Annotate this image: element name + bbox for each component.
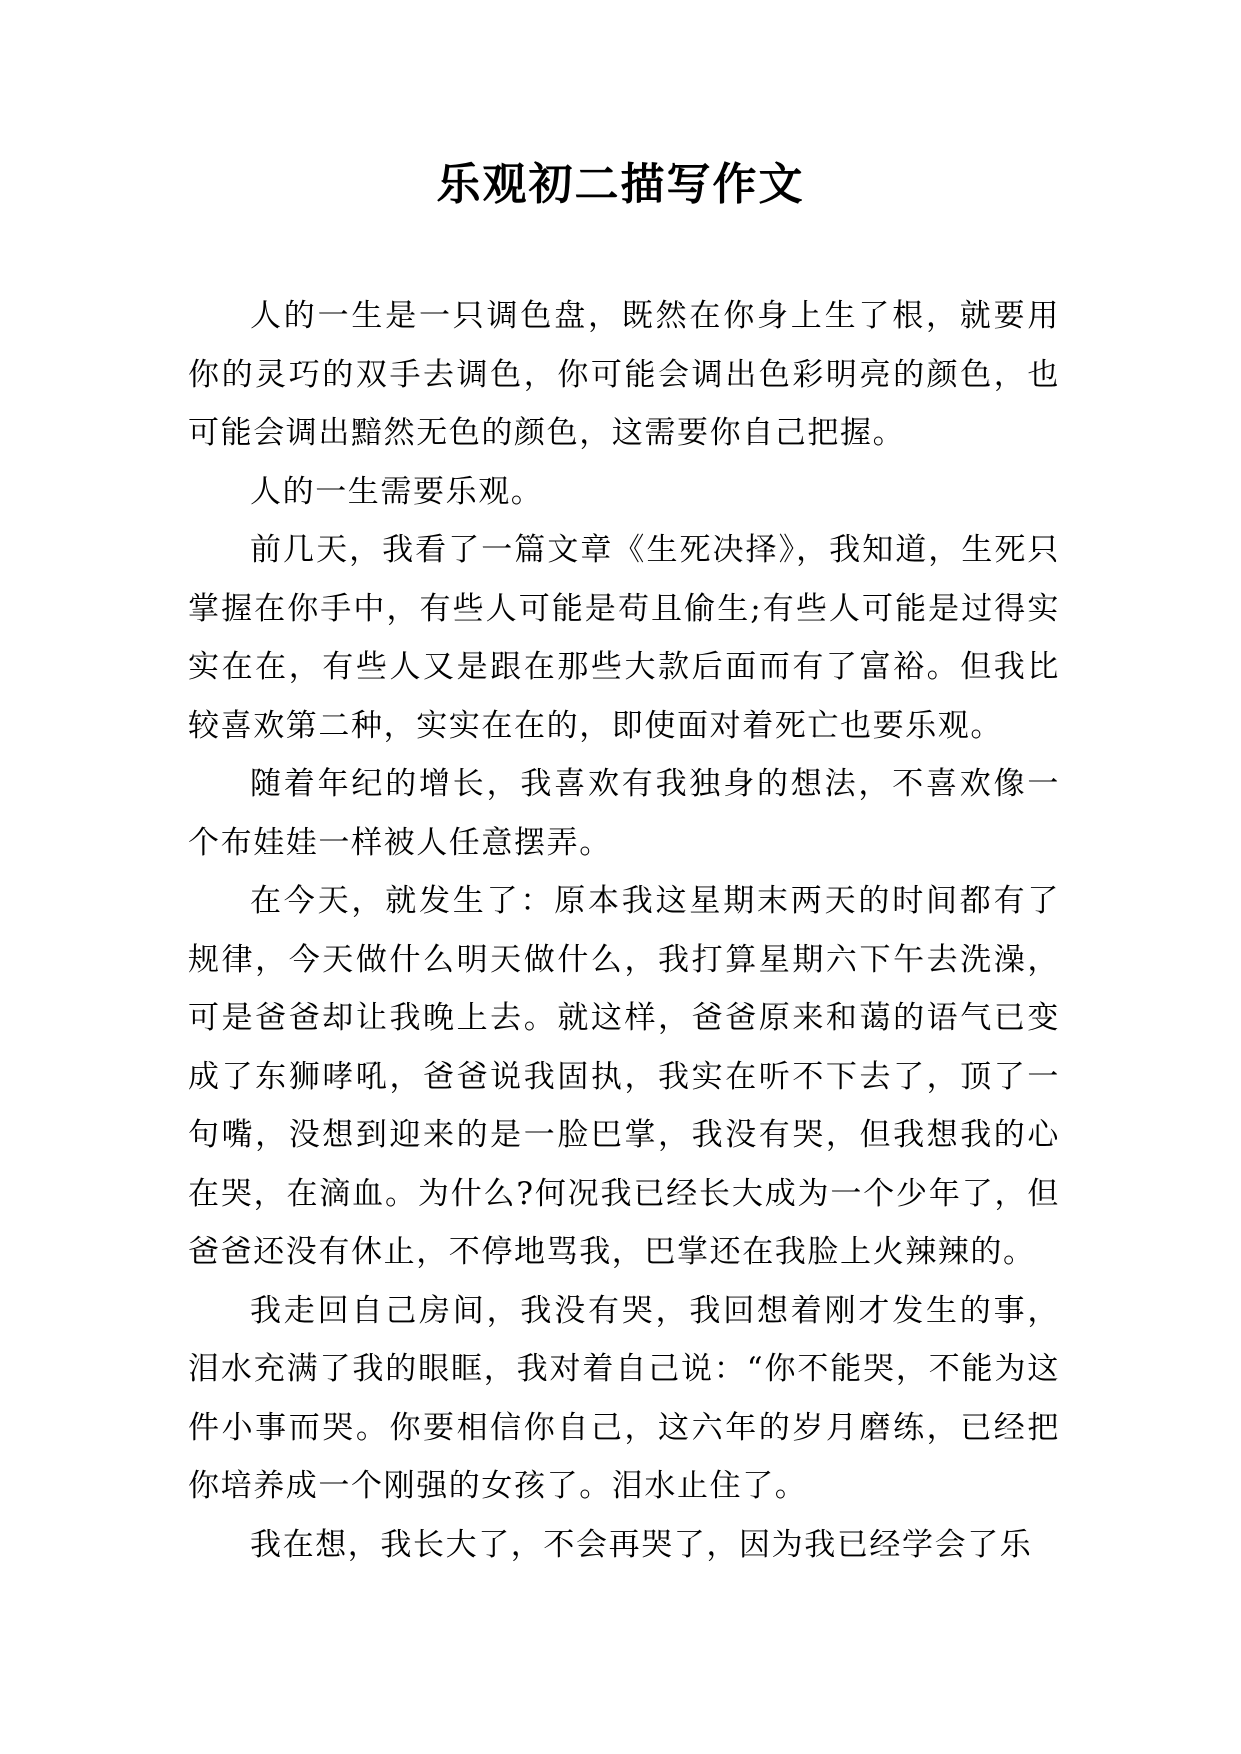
paragraph: 前几天，我看了一篇文章《生死决择》，我知道，生死只掌握在你手中，有些人可能是苟且偷生;有些人可能是过得实实在在，有些人又是跟在那些大款后面而有了富裕。但我比较喜欢第二种，实实在在的，即使面对着死亡也要乐观。 bbox=[188, 532, 1060, 744]
document-title: 乐观初二描写作文 bbox=[436, 159, 805, 210]
paragraph: 我在想，我长大了，不会再哭了，因为我已经学会了乐 bbox=[250, 1526, 1033, 1563]
paragraph: 随着年纪的增长，我喜欢有我独身的想法，不喜欢像一个布娃娃一样被人任意摆弄。 bbox=[188, 766, 1060, 861]
document-body bbox=[188, 287, 1060, 1574]
paragraph: 人的一生是一只调色盘，既然在你身上生了根，就要用你的灵巧的双手去调色，你可能会调出色彩明亮的颜色，也可能会调出黯然无色的颜色，这需要你自己把握。 bbox=[188, 298, 1060, 451]
paragraph: 我走回自己房间，我没有哭，我回想着刚才发生的事，泪水充满了我的眼眶，我对着自己说：“你不能哭，不能为这件小事而哭。你要相信你自己，这六年的岁月磨练，已经把你培养成一个刚强的女孩了。泪水止住了。 bbox=[188, 1292, 1060, 1504]
paragraph: 在今天，就发生了：原本我这星期末两天的时间都有了规律，今天做什么明天做什么，我打算星期六下午去洗澡，可是爸爸却让我晚上去。就这样，爸爸原来和蔼的语气已变成了东狮哮吼，爸爸说我固执，我实在听不下去了，顶了一句嘴，没想到迎来的是一脸巴掌，我没有哭，但我想我的心在哭，在滴血。为什么?何况我已经长大成为一个少年了，但爸爸还没有休止，不停地骂我，巴掌还在我脸上火辣辣的。 bbox=[188, 883, 1060, 1270]
paragraph: 人的一生需要乐观。 bbox=[250, 473, 544, 510]
